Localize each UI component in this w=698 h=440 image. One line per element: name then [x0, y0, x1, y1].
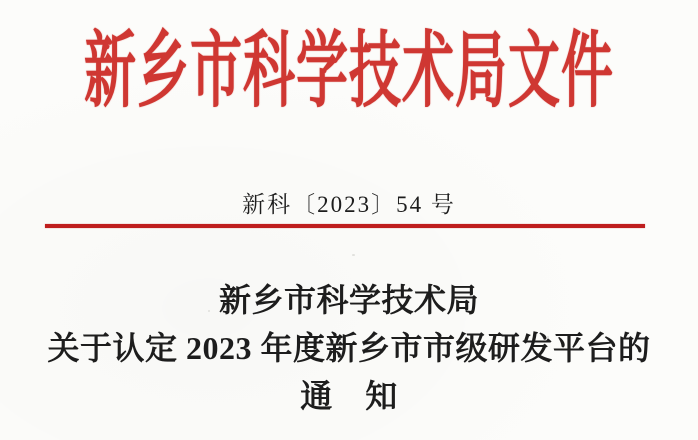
scan-speckle [208, 310, 210, 312]
notice-title-line1: 新乡市科学技术局 [218, 282, 479, 318]
notice-title-line2: 关于认定 2023 年度新乡市市级研发平台的 [47, 330, 651, 366]
letterhead-title: 新乡市科学技术局文件 [83, 27, 614, 119]
notice-title [0, 276, 698, 420]
scan-speckle [547, 336, 549, 338]
red-divider-line [45, 224, 645, 228]
document-number: 新科〔2023〕54 号 [242, 192, 456, 217]
notice-title-line3: 通 知 [300, 378, 398, 414]
scan-speckle [352, 254, 355, 256]
